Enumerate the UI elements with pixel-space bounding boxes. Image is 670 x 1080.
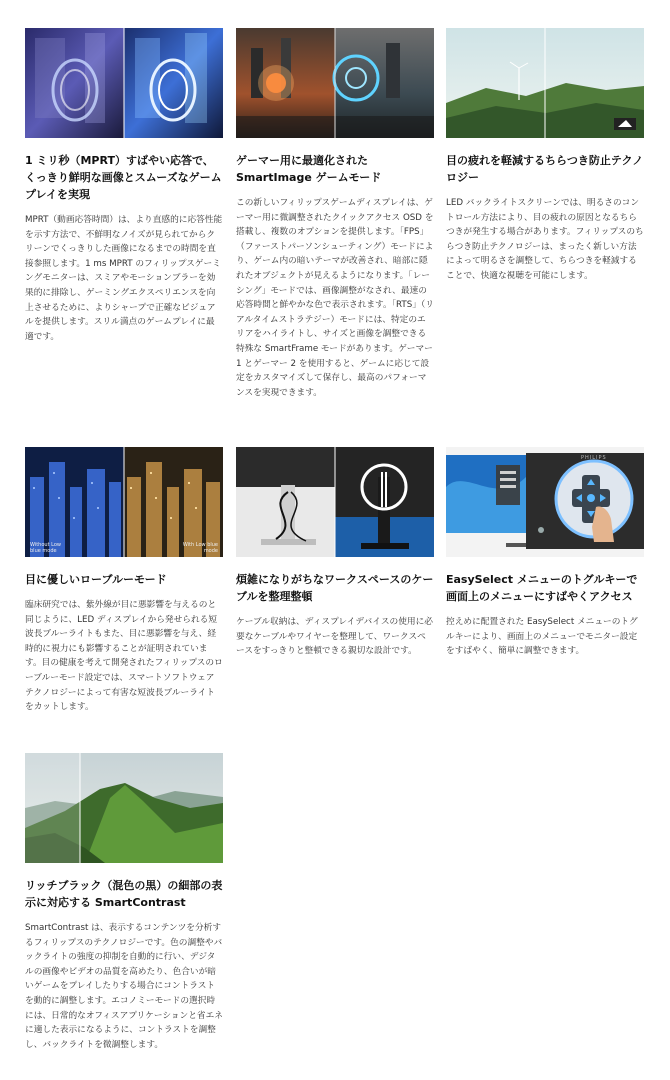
feature-card-lowblue bbox=[25, 447, 223, 715]
feature-title: 目の疲れを軽減するちらつき防止テクノロジー bbox=[446, 154, 644, 184]
caption-without-lowblue: Without Low blue mode bbox=[30, 542, 61, 554]
feature-title: ゲーマー用に最適化された SmartImage ゲームモード bbox=[236, 154, 382, 184]
feature-title: EasySelect メニューのトグルキーで画面上のメニューにすばやくアクセス bbox=[446, 573, 638, 603]
feature-card-flickerfree bbox=[446, 28, 644, 284]
feature-card-smartimage bbox=[236, 28, 434, 400]
feature-title: 煩雑になりがちなワークスペースのケーブルを整理整頓 bbox=[236, 573, 434, 603]
feature-title: リッチブラック（混色の黒）の細部の表示に対応する SmartContrast bbox=[25, 879, 223, 909]
feature-image-flickerfree bbox=[446, 28, 644, 138]
feature-description: SmartContrast は、表示するコンテンツを分析するフィリップスのテクノロジーです。色の調整やバックライトの強度の抑制を自動的に行い、デジタルの画像やビデオの品質を高めたり、色合いが暗いゲームをプレイしたりする場合にコントラストを動的に調整します。エコノミーモードの選択時には、日常的なオフィスアプリケーションと省エネに適した表示になるように、コントラストを調整し、バックライトを微調整します。 bbox=[25, 923, 223, 1050]
feature-card-cable bbox=[236, 447, 434, 659]
feature-description: LED バックライトスクリーンでは、明るさのコントロール方法により、目の疲れの原因となるちらつきが発生する場合があります。フィリップスのちらつき防止テクノロジーは、まったく新しい方法によって明るさを調整して、ちらつきを軽減することで、快適な視聴を可能にします。 bbox=[446, 198, 644, 281]
feature-image-easyselect bbox=[446, 447, 644, 557]
feature-description: MPRT（動画応答時間）は、より直感的に応答性能を示す方法で、不鮮明なノイズが見られてからクリーンでくっきりした画像になるまでの時間を直接参照します。1 ms MPRT のフィリップスゲーミングモニターは、スミアやモーションブラーを効果的に排除し、ゲーミングエクスペリエンスを向上させるために、よりシャープで正確なビジュアルを提供します。スリル満点のゲームプレイに最適です。 bbox=[25, 215, 223, 342]
feature-title: 目に優しいローブルーモード bbox=[25, 573, 167, 586]
feature-title: 1 ミリ秒（MPRT）すばやい応答で、くっきり鮮明な画像とスムーズなゲームプレイを実現 bbox=[25, 154, 222, 201]
feature-card-mprt bbox=[25, 28, 223, 344]
feature-description: 臨床研究では、紫外線が目に悪影響を与えるのと同じように、LED ディスプレイから発せられる短波長ブルーライトもまた、目に悪影響を与え、経時的に視力にも影響することが証明されています。目の健康を考えて開発されたフィリップスのローブルーモード設定では、スマートソフトウェアテクノロジーによって有害な短波長ブルーライトをカットします。 bbox=[25, 600, 223, 713]
feature-description: 控えめに配置された EasySelect メニューのトグルキーにより、画面上のメニューでモニター設定をすばやく、簡単に調整できます。 bbox=[446, 617, 638, 657]
feature-card-smartcontrast bbox=[25, 753, 223, 1052]
feature-image-lowblue bbox=[25, 447, 223, 557]
feature-image-smartimage bbox=[236, 28, 434, 138]
feature-image-mprt bbox=[25, 28, 223, 138]
feature-description: ケーブル収納は、ディスプレイデバイスの使用に必要なケーブルやワイヤーを整理して、ワークスペースをすっきりと整頓できる親切な設計です。 bbox=[236, 617, 433, 657]
brand-label: PHILIPS bbox=[581, 455, 607, 461]
feature-description: この新しいフィリップスゲームディスプレイは、ゲーマー用に微調整されたクイックアクセス OSD を搭載し、複数のオプションを提供します。「FPS」（ファーストパーソンシューティング）モードにより、ゲーム内の暗いテーマが改善され、暗部に隠れたオブジェクトが見えるようになります。「レーシング」モードでは、画像調整がなされ、最速の応答時間と鮮やかな色で表示されます。「RTS」（リアルタイムストラテジー）モードには、特定のエリアをハイライトし、サイズと画像を調整できる特殊な SmartFrame モードがあります。ゲーマー 1 とゲーマー 2 を使用すると、ゲームに応じて設定をカスタマイズして保存し、最高のパフォーマンスを実現できます。 bbox=[236, 198, 434, 398]
feature-image-smartcontrast bbox=[25, 753, 223, 863]
caption-with-lowblue: With Low blue mode bbox=[182, 542, 218, 554]
feature-image-cable bbox=[236, 447, 434, 557]
feature-card-easyselect bbox=[446, 447, 644, 659]
